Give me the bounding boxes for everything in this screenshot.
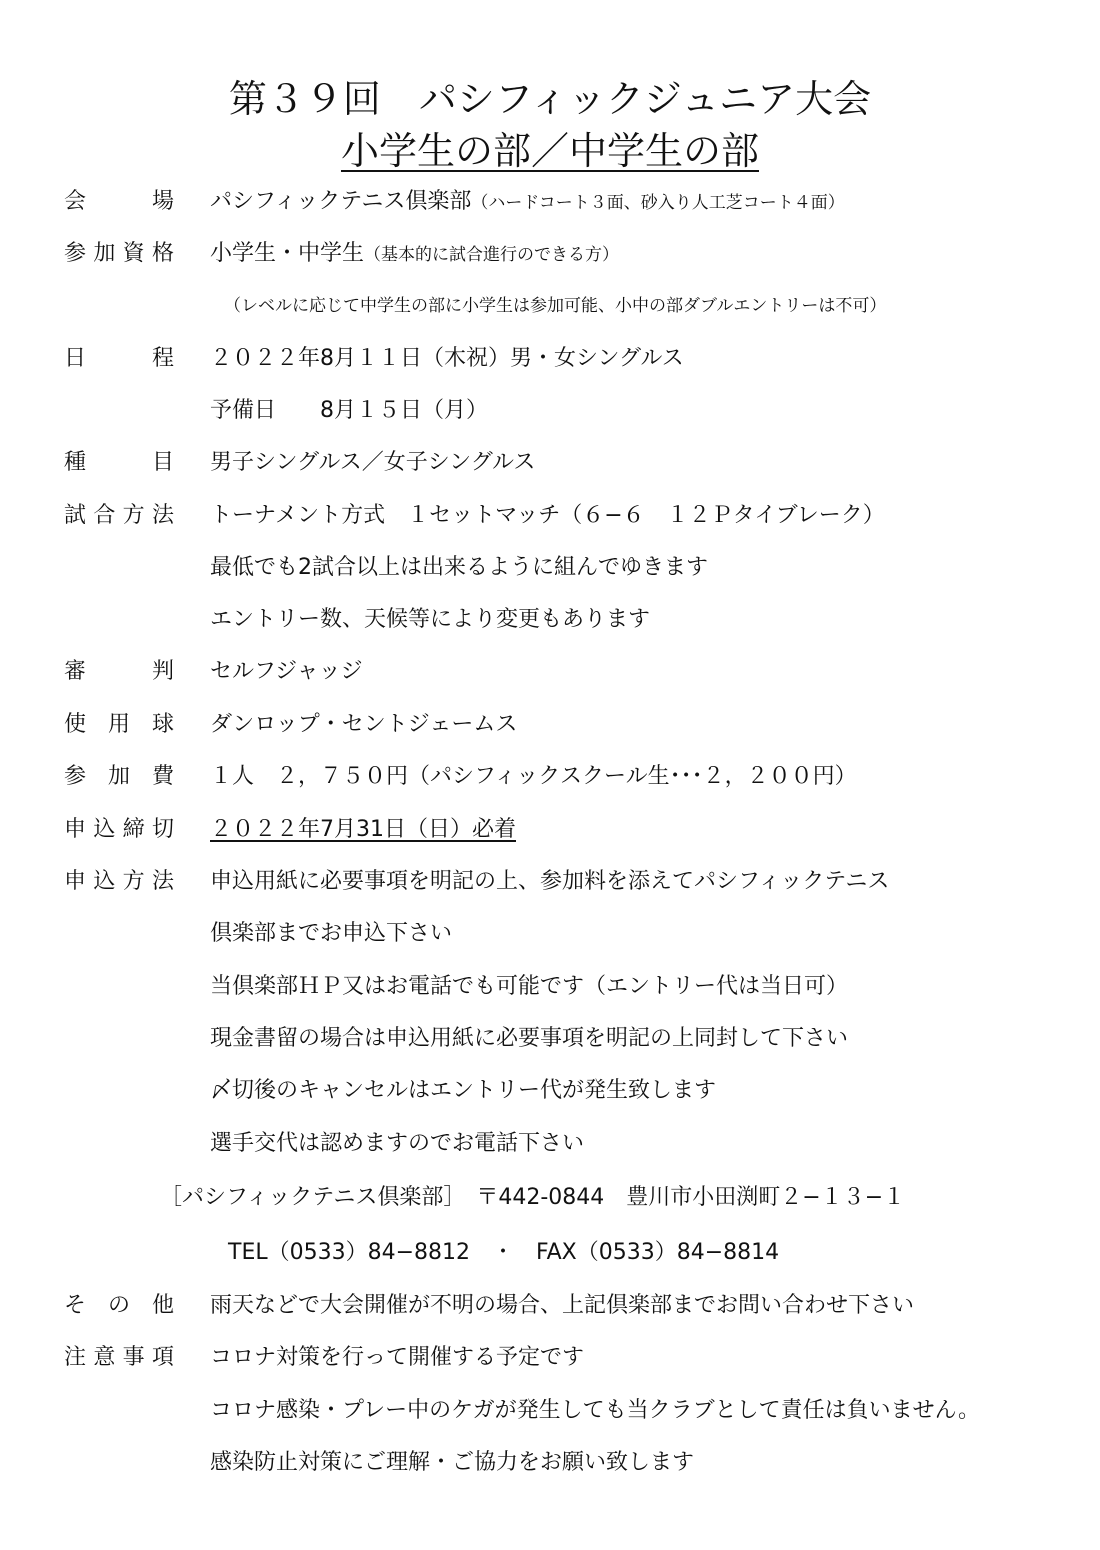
- format-row-3: [0, 602, 1100, 638]
- schedule-reserve-row: [0, 393, 1100, 429]
- fee-row: [0, 759, 1100, 795]
- other-label: その他: [64, 1293, 174, 1318]
- notes-line-3: 感染防止対策にご理解・ご協力をお願い致します: [210, 1450, 695, 1475]
- notes-label: 注意事項: [64, 1345, 174, 1370]
- ball-label: 使用球: [64, 712, 174, 737]
- venue-value: パシフィックテニス倶楽部（ハードコート３面、砂入り人工芝コート４面）: [210, 189, 845, 214]
- ball-row: [0, 707, 1100, 743]
- format-label: 試合方法: [64, 503, 174, 528]
- application-row-4: [0, 1021, 1100, 1057]
- contact-address: ［パシフィックテニス倶楽部］ 〒442-0844 豊川市小田渕町２−１３−１: [160, 1185, 906, 1210]
- contact-address-row: [0, 1180, 1100, 1216]
- events-value: 男子シングルス／女子シングルス: [210, 450, 536, 475]
- eligibility-note2: （レベルに応じて中学生の部に小学生は参加可能、小中の部ダブルエントリーは不可）: [224, 296, 887, 316]
- other-row: [0, 1288, 1100, 1324]
- venue-note: （ハードコート３面、砂入り人工芝コート４面）: [471, 193, 845, 213]
- deadline-value: ２０２２年7月31日（日）必着: [210, 817, 516, 842]
- events-label: 種目: [64, 450, 174, 475]
- notes-line-2: コロナ感染・プレー中のケガが発生しても当クラブとして責任は負いません。: [210, 1398, 981, 1423]
- eligibility-note-row: [0, 288, 1100, 324]
- eligibility-value: 小学生・中学生（基本的に試合進行のできる方）: [210, 241, 620, 266]
- notes-line-1: コロナ対策を行って開催する予定です: [210, 1345, 585, 1370]
- eligibility-label: 参加資格: [64, 241, 174, 266]
- referee-value: セルフジャッジ: [210, 659, 363, 684]
- eligibility-row: [0, 236, 1100, 272]
- application-line-1: 申込用紙に必要事項を明記の上、参加料を添えてパシフィックテニス: [210, 869, 890, 894]
- venue-row: [0, 184, 1100, 220]
- application-line-6: 選手交代は認めますのでお電話下さい: [210, 1131, 585, 1156]
- eligibility-note: （基本的に試合進行のできる方）: [364, 245, 620, 265]
- other-value: 雨天などで大会開催が不明の場合、上記倶楽部までお問い合わせ下さい: [210, 1293, 915, 1318]
- contact-phone-row: [0, 1235, 1100, 1271]
- format-row-2: [0, 550, 1100, 586]
- notes-row-2: [0, 1393, 1100, 1429]
- application-row-2: [0, 916, 1100, 952]
- fee-label: 参加費: [64, 764, 174, 789]
- format-line-1: トーナメント方式 １セットマッチ（６−６ １２Ｐタイブレーク）: [210, 503, 885, 528]
- page-subtitle: 小学生の部／中学生の部: [340, 129, 759, 173]
- application-line-3: 当倶楽部ＨＰ又はお電話でも可能です（エントリー代は当日可）: [210, 974, 849, 999]
- application-line-5: 〆切後のキャンセルはエントリー代が発生致します: [210, 1078, 717, 1103]
- fee-value: １人 ２，７５０円（パシフィックスクール生･･･２，２００円）: [210, 764, 857, 789]
- events-row: [0, 445, 1100, 481]
- application-line-2: 倶楽部までお申込下さい: [210, 921, 453, 946]
- venue-label: 会場: [64, 189, 174, 214]
- format-line-2: 最低でも2試合以上は出来るように組んでゆきます: [210, 555, 708, 580]
- notes-row-3: [0, 1445, 1100, 1481]
- referee-label: 審判: [64, 659, 174, 684]
- schedule-label: 日程: [64, 346, 174, 371]
- schedule-row: [0, 341, 1100, 377]
- schedule-reserve-date: 予備日 8月１５日（月）: [210, 398, 488, 423]
- deadline-label: 申込締切: [64, 817, 174, 842]
- application-row-3: [0, 969, 1100, 1005]
- application-row-5: [0, 1073, 1100, 1109]
- schedule-date: ２０２２年8月１１日（木祝）男・女シングルス: [210, 346, 684, 371]
- contact-phone: TEL（0533）84−8812 ・ FAX（0533）84−8814: [228, 1240, 780, 1265]
- application-row-6: [0, 1126, 1100, 1162]
- application-line-4: 現金書留の場合は申込用紙に必要事項を明記の上同封して下さい: [210, 1026, 849, 1051]
- ball-value: ダンロップ・セントジェームス: [210, 712, 518, 737]
- application-label: 申込方法: [64, 869, 174, 894]
- notes-row: [0, 1340, 1100, 1376]
- application-row: [0, 864, 1100, 900]
- format-line-3: エントリー数、天候等により変更もあります: [210, 607, 651, 632]
- format-row: [0, 498, 1100, 534]
- page-title: 第３９回 パシフィックジュニア大会: [228, 77, 872, 121]
- referee-row: [0, 654, 1100, 690]
- deadline-row: [0, 812, 1100, 848]
